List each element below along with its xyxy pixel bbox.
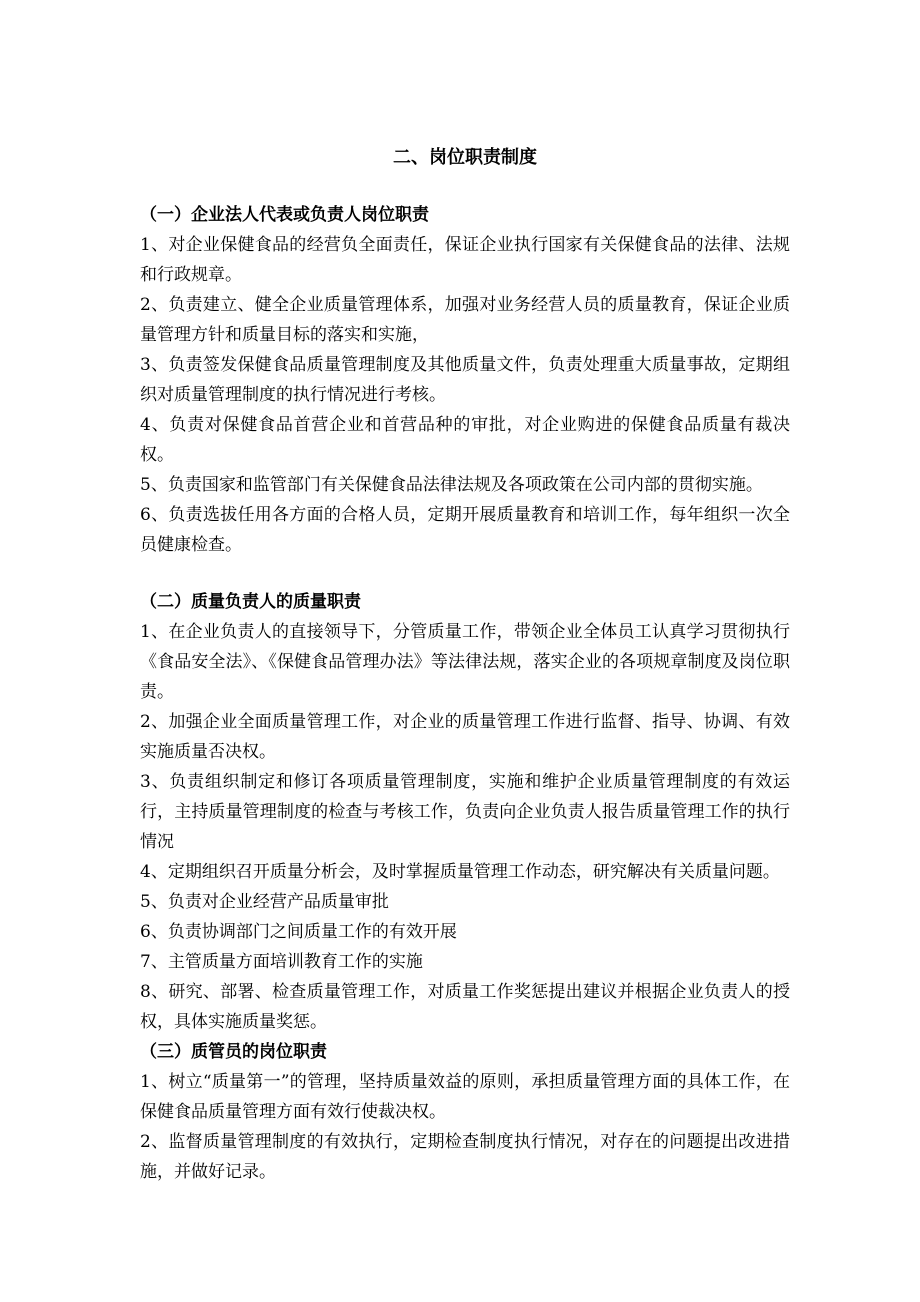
list-item: 7、主管质量方面培训教育工作的实施	[140, 952, 423, 972]
section-heading: （一）企业法人代表或负责人岗位职责	[140, 205, 429, 225]
list-item: 3、负责签发保健食品质量管理制度及其他质量文件，负责处理重大质量事故，定期组织对质量管理制度的执行情况进行考核。	[140, 355, 790, 405]
list-item: 6、负责选拔任用各方面的合格人员，定期开展质量教育和培训工作，每年组织一次全员健康检查。	[140, 505, 790, 555]
list-item: 4、负责对保健食品首营企业和首营品种的审批，对企业购进的保健食品质量有裁决权。	[140, 415, 790, 465]
list-item: 4、定期组织召开质量分析会，及时掌握质量管理工作动态，研究解决有关质量问题。	[140, 862, 780, 882]
section-heading: （二）质量负责人的质量职责	[140, 592, 361, 612]
list-item: 1、树立“质量第一”的管理，坚持质量效益的原则，承担质量管理方面的具体工作，在保健食品质量管理方面有效行使裁决权。	[140, 1072, 790, 1122]
list-item: 5、负责对企业经营产品质量审批	[140, 892, 389, 912]
list-item: 2、监督质量管理制度的有效执行，定期检查制度执行情况，对存在的问题提出改进措施，并做好记录。	[140, 1132, 790, 1182]
list-item: 2、加强企业全面质量管理工作，对企业的质量管理工作进行监督、指导、协调、有效实施质量否决权。	[140, 712, 790, 762]
list-item: 1、在企业负责人的直接领导下，分管质量工作，带领企业全体员工认真学习贯彻执行《食品安全法》、《保健食品管理办法》等法律法规，落实企业的各项规章制度及岗位职责。	[140, 622, 790, 702]
list-item: 2、负责建立、健全企业质量管理体系，加强对业务经营人员的质量教育，保证企业质量管理方针和质量目标的落实和实施，	[140, 295, 790, 345]
list-item: 8、研究、部署、检查质量管理工作，对质量工作奖惩提出建议并根据企业负责人的授权，具体实施质量奖惩。	[140, 982, 790, 1032]
list-item: 1、对企业保健食品的经营负全面责任，保证企业执行国家有关保健食品的法律、法规和行政规章。	[140, 235, 790, 285]
section-legal-representative	[140, 200, 790, 560]
list-item: 5、负责国家和监管部门有关保健食品法律法规及各项政策在公司内部的贯彻实施。	[140, 475, 763, 495]
list-item: 6、负责协调部门之间质量工作的有效开展	[140, 922, 457, 942]
list-item: 3、负责组织制定和修订各项质量管理制度，实施和维护企业质量管理制度的有效运行，主持质量管理制度的检查与考核工作，负责向企业负责人报告质量管理工作的执行情况	[140, 772, 790, 852]
section-quality-director	[140, 587, 790, 1037]
document-title: 二、岗位职责制度	[393, 147, 537, 168]
section-heading: （三）质管员的岗位职责	[140, 1042, 327, 1062]
section-quality-inspector	[140, 1037, 790, 1187]
